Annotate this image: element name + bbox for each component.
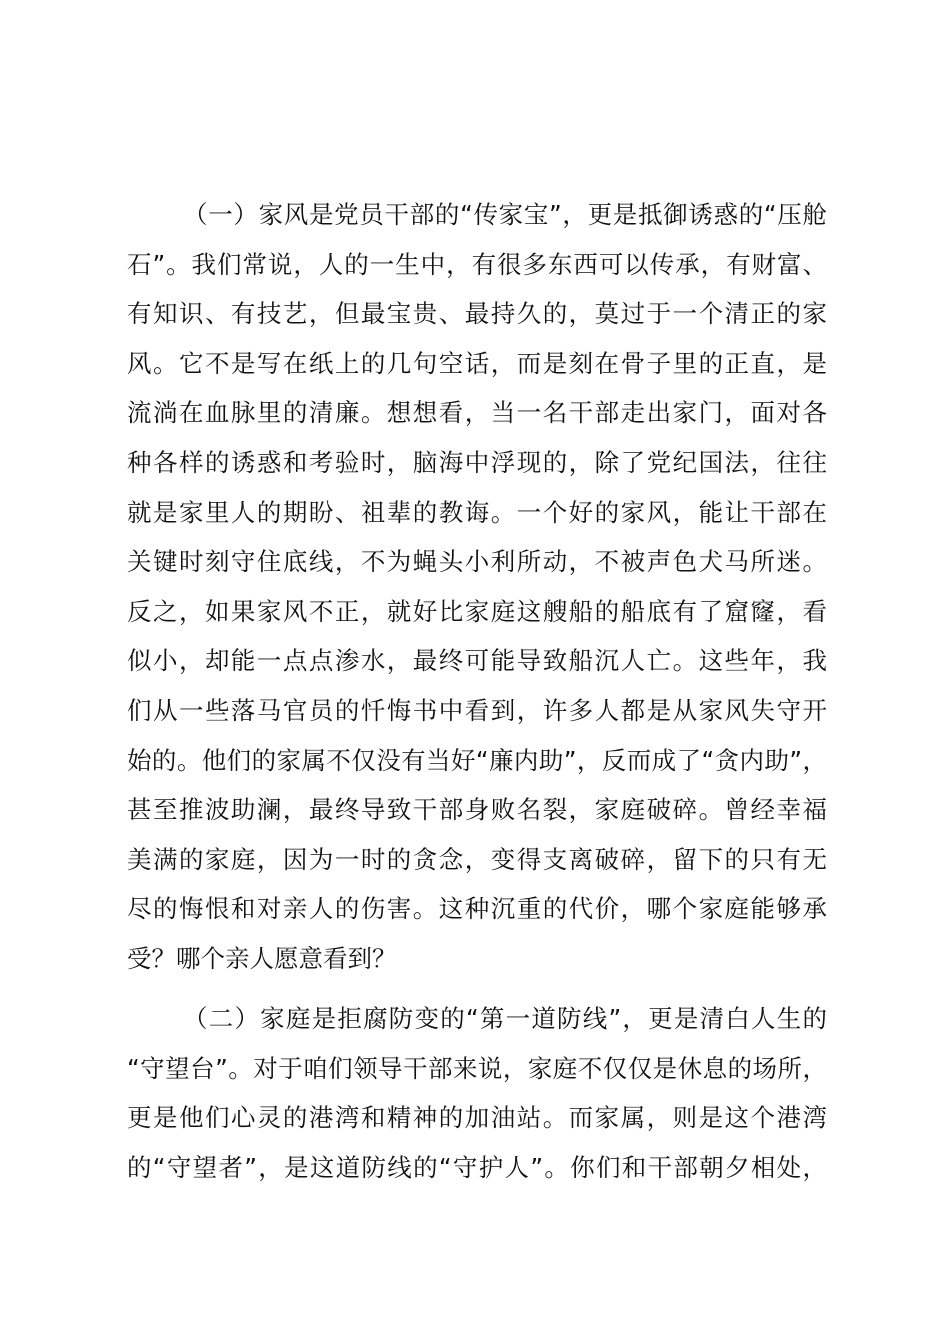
paragraph-1 xyxy=(127,190,827,984)
paragraph-line: 始的。他们的家属不仅没有当好“廉内助”，反而成了“贪内助”， xyxy=(127,745,827,775)
paragraph-line: （一）家风是党员干部的“传家宝”，更是抵御诱惑的“压舱 xyxy=(183,200,827,229)
paragraph-line: 石”。我们常说，人的一生中，有很多东西可以传承，有财富、 xyxy=(127,249,827,279)
paragraph-line: 似小，却能一点点渗水，最终可能导致船沉人亡。这些年，我 xyxy=(127,646,827,676)
paragraph-line: （二）家庭是拒腐防变的“第一道防线”，更是清白人生的 xyxy=(183,1004,827,1033)
paragraph-line: 反之，如果家风不正，就好比家庭这艘船的船底有了窟窿，看 xyxy=(127,596,827,626)
paragraph-line: 的“守望者”，是这道防线的“守护人”。你们和干部朝夕相处， xyxy=(127,1152,827,1182)
paragraph-line: 流淌在血脉里的清廉。想想看，当一名干部走出家门，面对各 xyxy=(127,398,827,428)
paragraph-2 xyxy=(127,994,827,1192)
paragraph-line: “守望台”。对于咱们领导干部来说，家庭不仅仅是休息的场所， xyxy=(127,1053,827,1083)
paragraph-line: 受？哪个亲人愿意看到？ xyxy=(127,943,397,973)
paragraph-line: 风。它不是写在纸上的几句空话，而是刻在骨子里的正直，是 xyxy=(127,348,827,378)
paragraph-line: 种各样的诱惑和考验时，脑海中浮现的，除了党纪国法，往往 xyxy=(127,447,827,477)
paragraph-line: 美满的家庭，因为一时的贪念，变得支离破碎，留下的只有无 xyxy=(127,844,827,874)
paragraph-line: 关键时刻守住底线，不为蝇头小利所动，不被声色犬马所迷。 xyxy=(127,547,827,577)
paragraph-line: 尽的悔恨和对亲人的伤害。这种沉重的代价，哪个家庭能够承 xyxy=(127,894,827,924)
paragraph-line: 们从一些落马官员的忏悔书中看到，许多人都是从家风失守开 xyxy=(127,695,827,725)
paragraph-line: 有知识、有技艺，但最宝贵、最持久的，莫过于一个清正的家 xyxy=(127,299,827,329)
paragraph-line: 甚至推波助澜，最终导致干部身败名裂，家庭破碎。曾经幸福 xyxy=(127,795,827,825)
paragraph-line: 就是家里人的期盼、祖辈的教诲。一个好的家风，能让干部在 xyxy=(127,497,827,527)
paragraph-line: 更是他们心灵的港湾和精神的加油站。而家属，则是这个港湾 xyxy=(127,1103,827,1133)
